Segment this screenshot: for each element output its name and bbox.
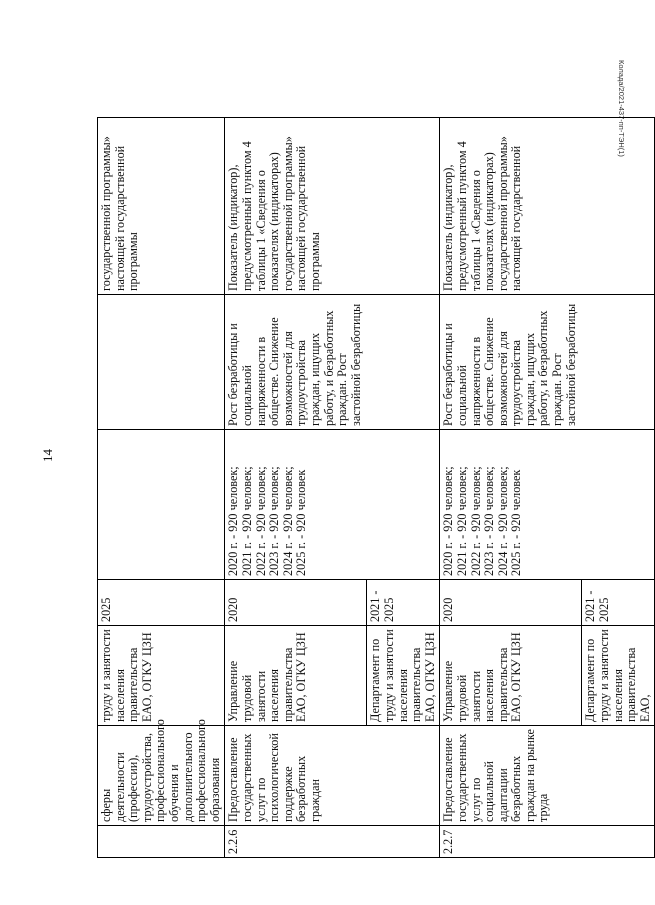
indicator-line: 2020 г. - 920 человек; (226, 466, 241, 576)
program-measures-table (97, 117, 655, 858)
period-cell: 2020 (225, 580, 367, 626)
indicator-line: 2021 г. - 920 человек; (239, 466, 254, 576)
measure-cell: Предоставление государственных услуг по социальной адаптации безработных граждан на рынке труда (440, 726, 655, 826)
indicator-line: 2025 г. - 920 человек (509, 469, 524, 576)
table-row (98, 118, 225, 858)
indicator-line: 2024 г. - 920 человек; (495, 466, 510, 576)
rotated-table-container (97, 118, 652, 858)
period-cell: 2021 - 2025 (582, 580, 655, 626)
period-cell: 2021 - 2025 (367, 580, 440, 626)
responsible-cell: Департамент по труду и занятости населения правительства ЕАО, ОГКУ ЦЗН (367, 626, 440, 726)
responsible-cell: труду и занятости населения правительства ЕАО, ОГКУ ЦЗН (98, 626, 225, 726)
row-number: 2.2.7 (440, 826, 655, 858)
measure-cell: Предоставление государственных услуг по психологической поддержке безработных граждан (225, 726, 440, 826)
responsible-cell: Департамент по труду и занятости населения правительства ЕАО, (582, 626, 655, 726)
indicator-line: 2023 г. - 920 человек; (267, 466, 282, 576)
measure-cell: сферы деятельности (профессии), трудоустройства, профессионального обучения и дополнительного профессионального образования (98, 726, 225, 826)
link-cell: Показатель (индикатор), предусмотренный пунктом 4 таблицы 1 «Сведения о показателях (индикаторах) государственной программы» настоящей государственной программы (225, 118, 440, 295)
indicator-line: 2022 г. - 920 человек; (468, 466, 483, 576)
indicator-cell (225, 430, 440, 580)
row-number (98, 826, 225, 858)
indicator-line: 2024 г. - 920 человек; (280, 466, 295, 576)
responsible-cell: Управление трудовой занятости населения правительства ЕАО, ОГКУ ЦЗН (440, 626, 582, 726)
period-cell: 2025 (98, 580, 225, 626)
indicator-cell (98, 430, 225, 580)
responsible-cell: Управление трудовой занятости населения правительства ЕАО, ОГКУ ЦЗН (225, 626, 367, 726)
indicator-line: 2023 г. - 920 человек; (482, 466, 497, 576)
table-row (225, 118, 367, 858)
link-cell: Показатель (индикатор), предусмотренный пунктом 4 таблицы 1 «Сведения о показателях (индикаторах) государственной программы» настоящей государственной (440, 118, 655, 295)
result-cell (98, 295, 225, 430)
indicator-line: 2022 г. - 920 человек; (253, 466, 268, 576)
row-number: 2.2.6 (225, 826, 440, 858)
table-row (440, 118, 582, 858)
indicator-line: 2025 г. - 920 человек (294, 469, 309, 576)
link-cell: государственной программы» настоящей государственной программы (98, 118, 225, 295)
period-cell: 2020 (440, 580, 582, 626)
indicator-cell (440, 430, 655, 580)
document-code: Колада/2021-437-пп-ТЭН(1) (617, 60, 626, 157)
indicator-line: 2021 г. - 920 человек; (454, 466, 469, 576)
result-cell: Рост безработицы и социальной напряженности в обществе. Снижение возможностей для трудоустройства граждан, ищущих работу, и безработных граждан. Рост застойной безработицы (440, 295, 655, 430)
page-number: 14 (40, 449, 55, 462)
result-cell: Рост безработицы и социальной напряженности в обществе. Снижение возможностей для трудоустройства граждан, ищущих работу, и безработных граждан. Рост застойной безработицы (225, 295, 440, 430)
indicator-line: 2020 г. - 920 человек; (441, 466, 456, 576)
